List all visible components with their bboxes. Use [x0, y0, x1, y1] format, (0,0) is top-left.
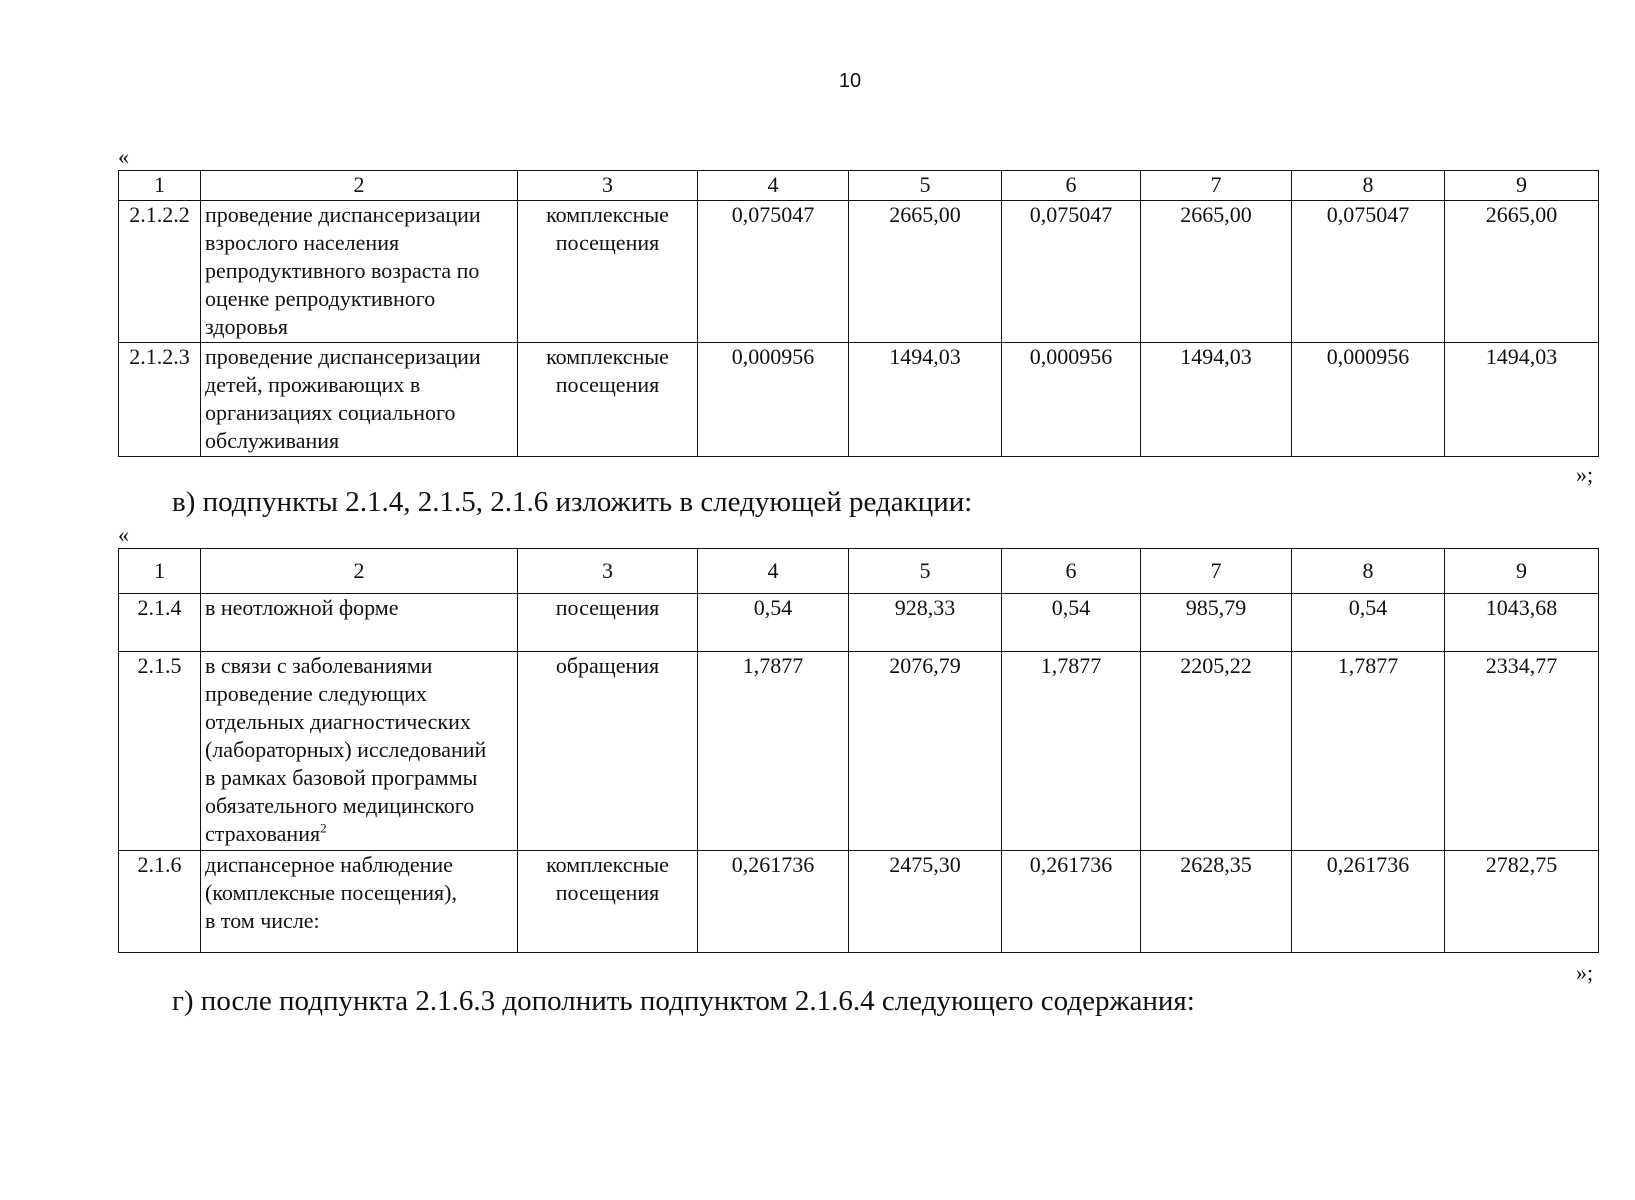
row-name-line: (комплексные посещения), [205, 880, 457, 905]
column-number: 5 [849, 171, 1002, 201]
table-2-column-numbers [119, 549, 1599, 594]
row-unit-line: посещения [555, 230, 660, 255]
row-code: 2.1.4 [119, 594, 201, 652]
value-cell: 2665,00 [849, 201, 1002, 343]
paragraph-v: в) подпункты 2.1.4, 2.1.5, 2.1.6 изложить в следующей редакции: [172, 486, 973, 518]
value-cell: 0,075047 [1002, 201, 1141, 343]
row-code: 2.1.5 [119, 652, 201, 851]
column-number: 1 [119, 171, 201, 201]
column-number: 4 [698, 171, 849, 201]
column-number: 4 [698, 549, 849, 594]
column-number: 7 [1141, 171, 1292, 201]
row-unit-line: комплексные [546, 852, 669, 877]
value-cell: 928,33 [849, 594, 1002, 652]
value-cell: 2628,35 [1141, 851, 1292, 953]
row-unit [518, 201, 698, 343]
row-name-line: в связи с заболеваниями [205, 653, 433, 678]
row-name-line: в неотложной форме [205, 595, 399, 620]
value-cell: 0,54 [1002, 594, 1141, 652]
row-code: 2.1.2.2 [119, 201, 201, 343]
column-number: 3 [518, 549, 698, 594]
value-cell: 2475,30 [849, 851, 1002, 953]
value-cell: 2665,00 [1445, 201, 1599, 343]
row-name-line: организациях социального [205, 400, 456, 425]
value-cell: 0,075047 [698, 201, 849, 343]
open-quote: « [118, 522, 129, 547]
row-name-line: оценке репродуктивного [205, 286, 436, 311]
value-cell: 2334,77 [1445, 652, 1599, 851]
table-row [119, 201, 1599, 343]
table-row [119, 594, 1599, 652]
value-cell: 2205,22 [1141, 652, 1292, 851]
table-row [119, 652, 1599, 851]
value-cell: 0,261736 [1002, 851, 1141, 953]
value-cell: 0,261736 [1292, 851, 1445, 953]
table-row [119, 851, 1599, 953]
row-name-text: страхования [205, 821, 321, 846]
column-number: 9 [1445, 171, 1599, 201]
page-number: 10 [838, 70, 862, 92]
row-name [201, 851, 518, 953]
row-unit [518, 851, 698, 953]
value-cell: 2665,00 [1141, 201, 1292, 343]
row-name-line: взрослого населения [205, 230, 400, 255]
column-number: 1 [119, 549, 201, 594]
row-name-line: (лабораторных) исследований [205, 737, 487, 762]
paragraph-g: г) после подпункта 2.1.6.3 дополнить подпунктом 2.1.6.4 следующего содержания: [172, 985, 1195, 1017]
column-number: 6 [1002, 171, 1141, 201]
value-cell: 0,261736 [698, 851, 849, 953]
row-name-line: отдельных диагностических [205, 709, 471, 734]
row-name [201, 343, 518, 457]
row-name-line: здоровья [205, 314, 289, 339]
close-quote: »; [1576, 462, 1594, 487]
row-name-line: проведение диспансеризации [205, 344, 481, 369]
column-number: 5 [849, 549, 1002, 594]
column-number: 3 [518, 171, 698, 201]
row-unit [518, 343, 698, 457]
value-cell: 1,7877 [698, 652, 849, 851]
value-cell: 0,54 [698, 594, 849, 652]
value-cell: 0,54 [1292, 594, 1445, 652]
table-2 [118, 548, 1599, 953]
value-cell: 2076,79 [849, 652, 1002, 851]
value-cell: 1,7877 [1002, 652, 1141, 851]
row-code: 2.1.6 [119, 851, 201, 953]
open-quote: « [118, 144, 129, 169]
row-unit-line: комплексные [546, 202, 669, 227]
value-cell: 0,000956 [1002, 343, 1141, 457]
column-number: 8 [1292, 549, 1445, 594]
value-cell: 2782,75 [1445, 851, 1599, 953]
row-unit-line: комплексные [546, 344, 669, 369]
row-name-line: диспансерное наблюдение [205, 852, 453, 877]
row-name-line: репродуктивного возраста по [205, 258, 480, 283]
row-name-line: обязательного медицинского [205, 793, 475, 818]
row-unit [518, 652, 698, 851]
row-name [201, 652, 518, 851]
row-name [201, 201, 518, 343]
column-number: 7 [1141, 549, 1292, 594]
value-cell: 0,075047 [1292, 201, 1445, 343]
value-cell: 1494,03 [1445, 343, 1599, 457]
row-unit-line: посещения [555, 372, 660, 397]
row-name-line: в рамках базовой программы [205, 765, 478, 790]
row-code: 2.1.2.3 [119, 343, 201, 457]
column-number: 2 [201, 171, 518, 201]
row-name-line: проведение следующих [205, 681, 427, 706]
value-cell: 0,000956 [1292, 343, 1445, 457]
row-name-line: проведение диспансеризации [205, 202, 481, 227]
row-name-line: в том числе: [205, 908, 320, 933]
row-unit-line: обращения [555, 653, 660, 678]
row-name [201, 594, 518, 652]
row-unit-line: посещения [555, 595, 660, 620]
row-name-line: детей, проживающих в [205, 372, 421, 397]
row-name-line: обслуживания [205, 428, 340, 453]
table-1-column-numbers [119, 171, 1599, 201]
close-quote: »; [1576, 960, 1594, 985]
footnote-marker: 2 [320, 820, 327, 836]
value-cell: 1494,03 [1141, 343, 1292, 457]
column-number: 9 [1445, 549, 1599, 594]
value-cell: 985,79 [1141, 594, 1292, 652]
row-unit-line: посещения [555, 880, 660, 905]
column-number: 6 [1002, 549, 1141, 594]
value-cell: 1494,03 [849, 343, 1002, 457]
row-name-line [205, 820, 513, 848]
value-cell: 1,7877 [1292, 652, 1445, 851]
table-1 [118, 170, 1599, 457]
value-cell: 0,000956 [698, 343, 849, 457]
row-unit [518, 594, 698, 652]
table-row [119, 343, 1599, 457]
column-number: 8 [1292, 171, 1445, 201]
value-cell: 1043,68 [1445, 594, 1599, 652]
column-number: 2 [201, 549, 518, 594]
